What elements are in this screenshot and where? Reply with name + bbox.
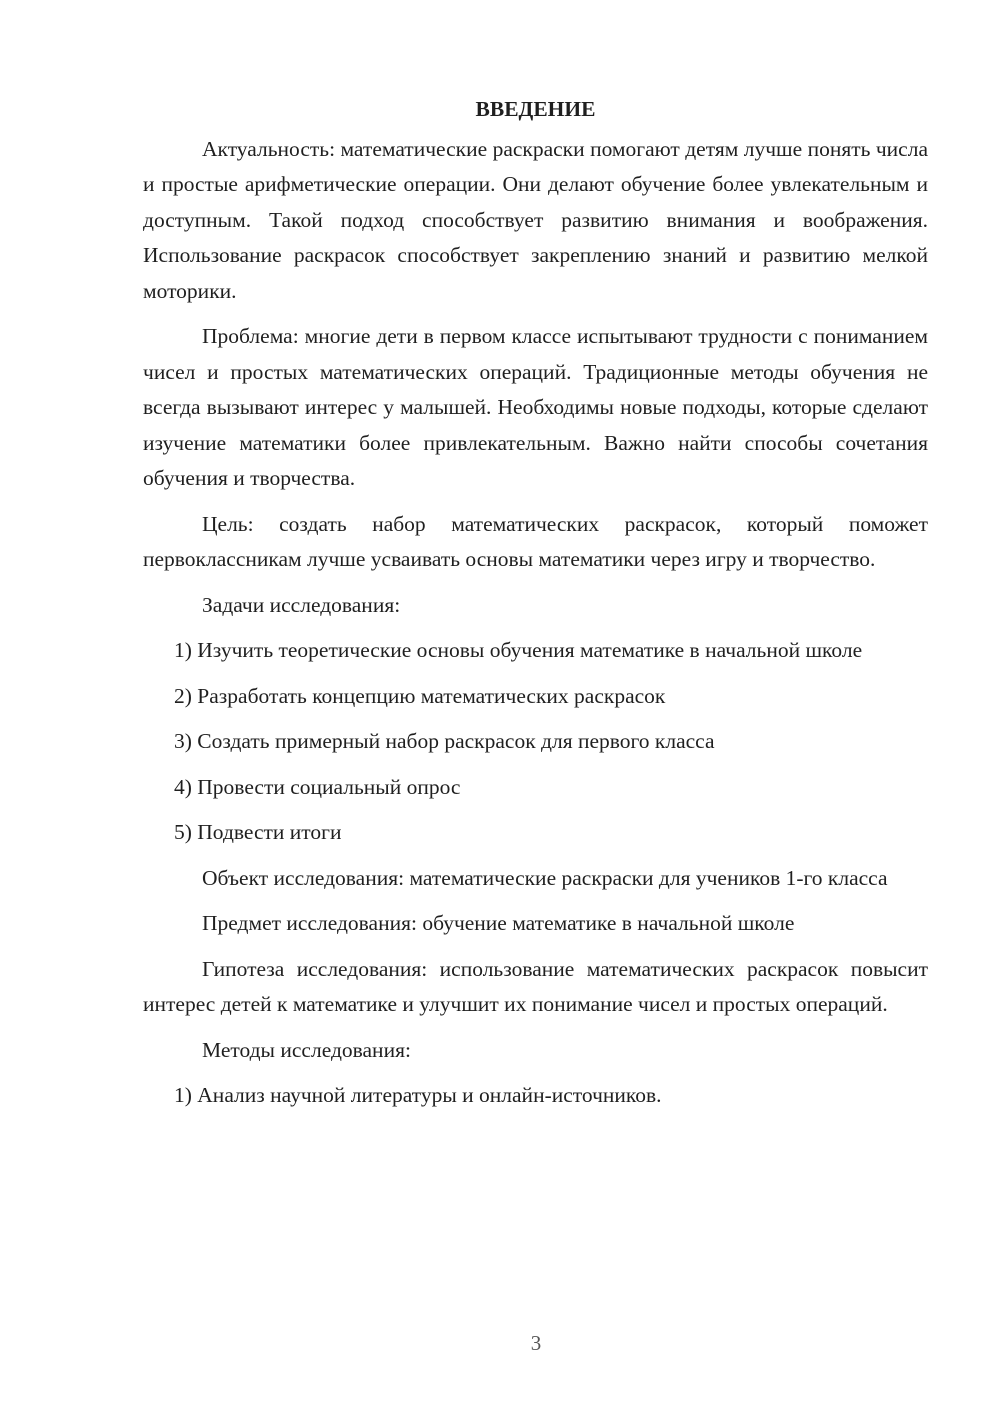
task-item: 4) Провести социальный опрос xyxy=(174,774,461,799)
subject-paragraph: Предмет исследования: обучение математике в начальной школе xyxy=(202,911,795,935)
relevance-paragraph: Актуальность: математические раскраски помогают детям лучше понять числа и простые арифметические операции. Они делают обучение более увлекательным и доступным. Такой подход способствует развитию внимания и воображения. Использование раскрасок способствует закреплению знаний и развитию мелкой моторики. xyxy=(143,136,928,303)
task-item: 3) Создать примерный набор раскрасок для первого класса xyxy=(174,729,715,753)
task-item: 5) Подвести итоги xyxy=(174,820,342,844)
section-title: ВВЕДЕНИЕ xyxy=(475,97,596,121)
methods-heading: Методы исследования: xyxy=(202,1037,411,1062)
hypothesis-paragraph: Гипотеза исследования: использование математических раскрасок повысит интерес детей к математике и улучшит их понимание чисел и простых операций. xyxy=(143,956,928,1016)
method-item: 1) Анализ научной литературы и онлайн-источников. xyxy=(174,1083,662,1107)
object-paragraph: Объект исследования: математические раскраски для учеников 1-го класса xyxy=(202,865,888,890)
document-page xyxy=(143,92,928,1124)
task-item: 2) Разработать концепцию математических раскрасок xyxy=(174,683,666,708)
problem-paragraph: Проблема: многие дети в первом классе испытывают трудности с пониманием чисел и простых математических операций. Традиционные методы обучения не всегда вызывают интерес у малышей. Необходимы новые подходы, которые сделают изучение математики более привлекательным. Важно найти способы сочетания обучения и творчества. xyxy=(143,324,928,490)
tasks-heading: Задачи исследования: xyxy=(202,592,401,617)
goal-paragraph: Цель: создать набор математических раскрасок, который поможет первоклассникам лучше усваивать основы математики через игру и творчество. xyxy=(143,511,928,571)
task-item: 1) Изучить теоретические основы обучения математике в начальной школе xyxy=(174,638,863,662)
page-number: 3 xyxy=(530,1331,542,1355)
